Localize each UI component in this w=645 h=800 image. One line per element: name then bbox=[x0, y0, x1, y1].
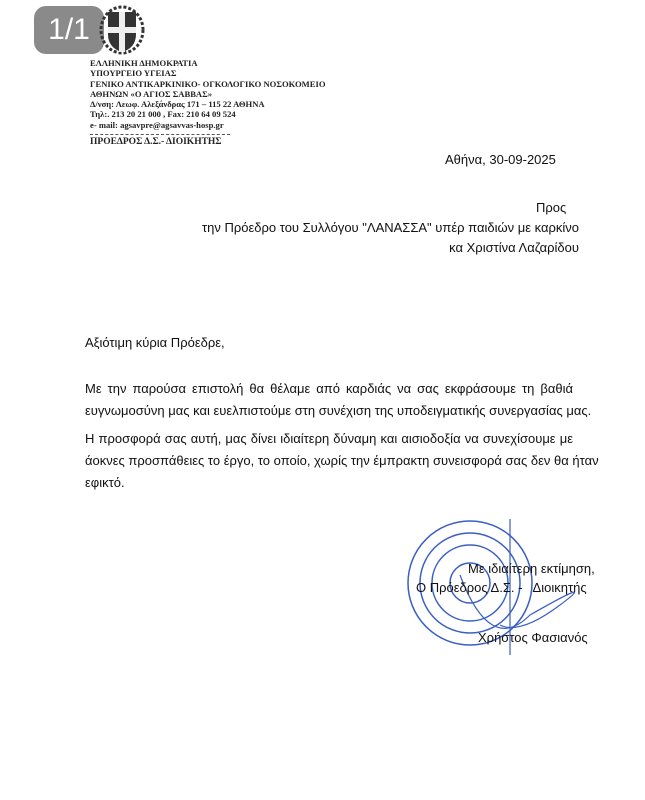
letterhead-address: Δ/νση: Λεωφ. Αλεξάνδρας 171 – 115 22 ΑΘΗΝΑ bbox=[90, 99, 265, 110]
recipient-to: Προς bbox=[536, 200, 567, 215]
recipient-line: την Πρόεδρο του Συλλόγου "ΛΑΝΑΣΣΑ" υπέρ παιδιών με καρκίνο bbox=[201, 220, 579, 235]
letter-date: Αθήνα, 30-09-2025 bbox=[445, 152, 556, 167]
recipient-name: κα Χριστίνα Λαζαρίδου bbox=[449, 240, 579, 255]
letterhead-email: e- mail: agsavpre@agsavvas-hosp.gr bbox=[90, 119, 224, 130]
page-indicator: 1/1 bbox=[34, 6, 104, 54]
body-line: άοκνες προσπάθειες το έργο, το οποίο, χωρίς την έμπρακτη συνεισφορά σας δεν θα ήταν bbox=[85, 453, 599, 468]
letterhead-line: ΥΠΟΥΡΓΕΙΟ ΥΓΕΙΑΣ bbox=[90, 68, 177, 79]
greek-emblem-icon bbox=[98, 4, 146, 56]
letterhead-line: ΕΛΛΗΝΙΚΗ ΔΗΜΟΚΡΑΤΙΑ bbox=[90, 58, 198, 68]
body-line: εφικτό. bbox=[85, 475, 125, 490]
divider bbox=[90, 134, 230, 135]
body-line: ευγνωμοσύνη μας και ευελπιστούμε στη συνέχιση της υποδειγματικής συνεργασίας μας. bbox=[85, 403, 592, 418]
letterhead-line: ΑΘΗΝΩΝ «Ο ΑΓΙΟΣ ΣΑΒΒΑΣ» bbox=[90, 88, 213, 99]
body-paragraph-1 bbox=[85, 378, 592, 422]
signatory-name: Χρήστος Φασιανός bbox=[478, 630, 588, 645]
letterhead-phone: Τηλ:. 213 20 21 000 , Fax: 210 64 09 524 bbox=[90, 109, 236, 120]
body-line: Με την παρούσα επιστολή θα θέλαμε από καρδιάς να σας εκφράσουμε τη βαθιά bbox=[85, 381, 573, 396]
body-paragraph-2 bbox=[85, 428, 599, 494]
closing-regards: Με ιδιαίτερη εκτίμηση, bbox=[468, 561, 595, 576]
closing-title: Ο Πρόεδρος Δ.Σ. - Διοικητής bbox=[416, 580, 587, 595]
salutation: Αξιότιμη κύρια Πρόεδρε, bbox=[85, 335, 225, 350]
body-line: Η προσφορά σας αυτή, μας δίνει ιδιαίτερη δύναμη και αισιοδοξία να συνεχίσουμε με bbox=[85, 431, 573, 446]
letterhead bbox=[90, 58, 326, 147]
letterhead-line: ΓΕΝΙΚΟ ΑΝΤΙΚΑΡΚΙΝΙΚΟ- ΟΓΚΟΛΟΓΙΚΟ ΝΟΣΟΚΟΜΕΙΟ bbox=[90, 78, 326, 89]
letterhead-role: ΠΡΟΕΔΡΟΣ Δ.Σ.- ΔΙΟΙΚΗΤΗΣ bbox=[90, 137, 222, 148]
